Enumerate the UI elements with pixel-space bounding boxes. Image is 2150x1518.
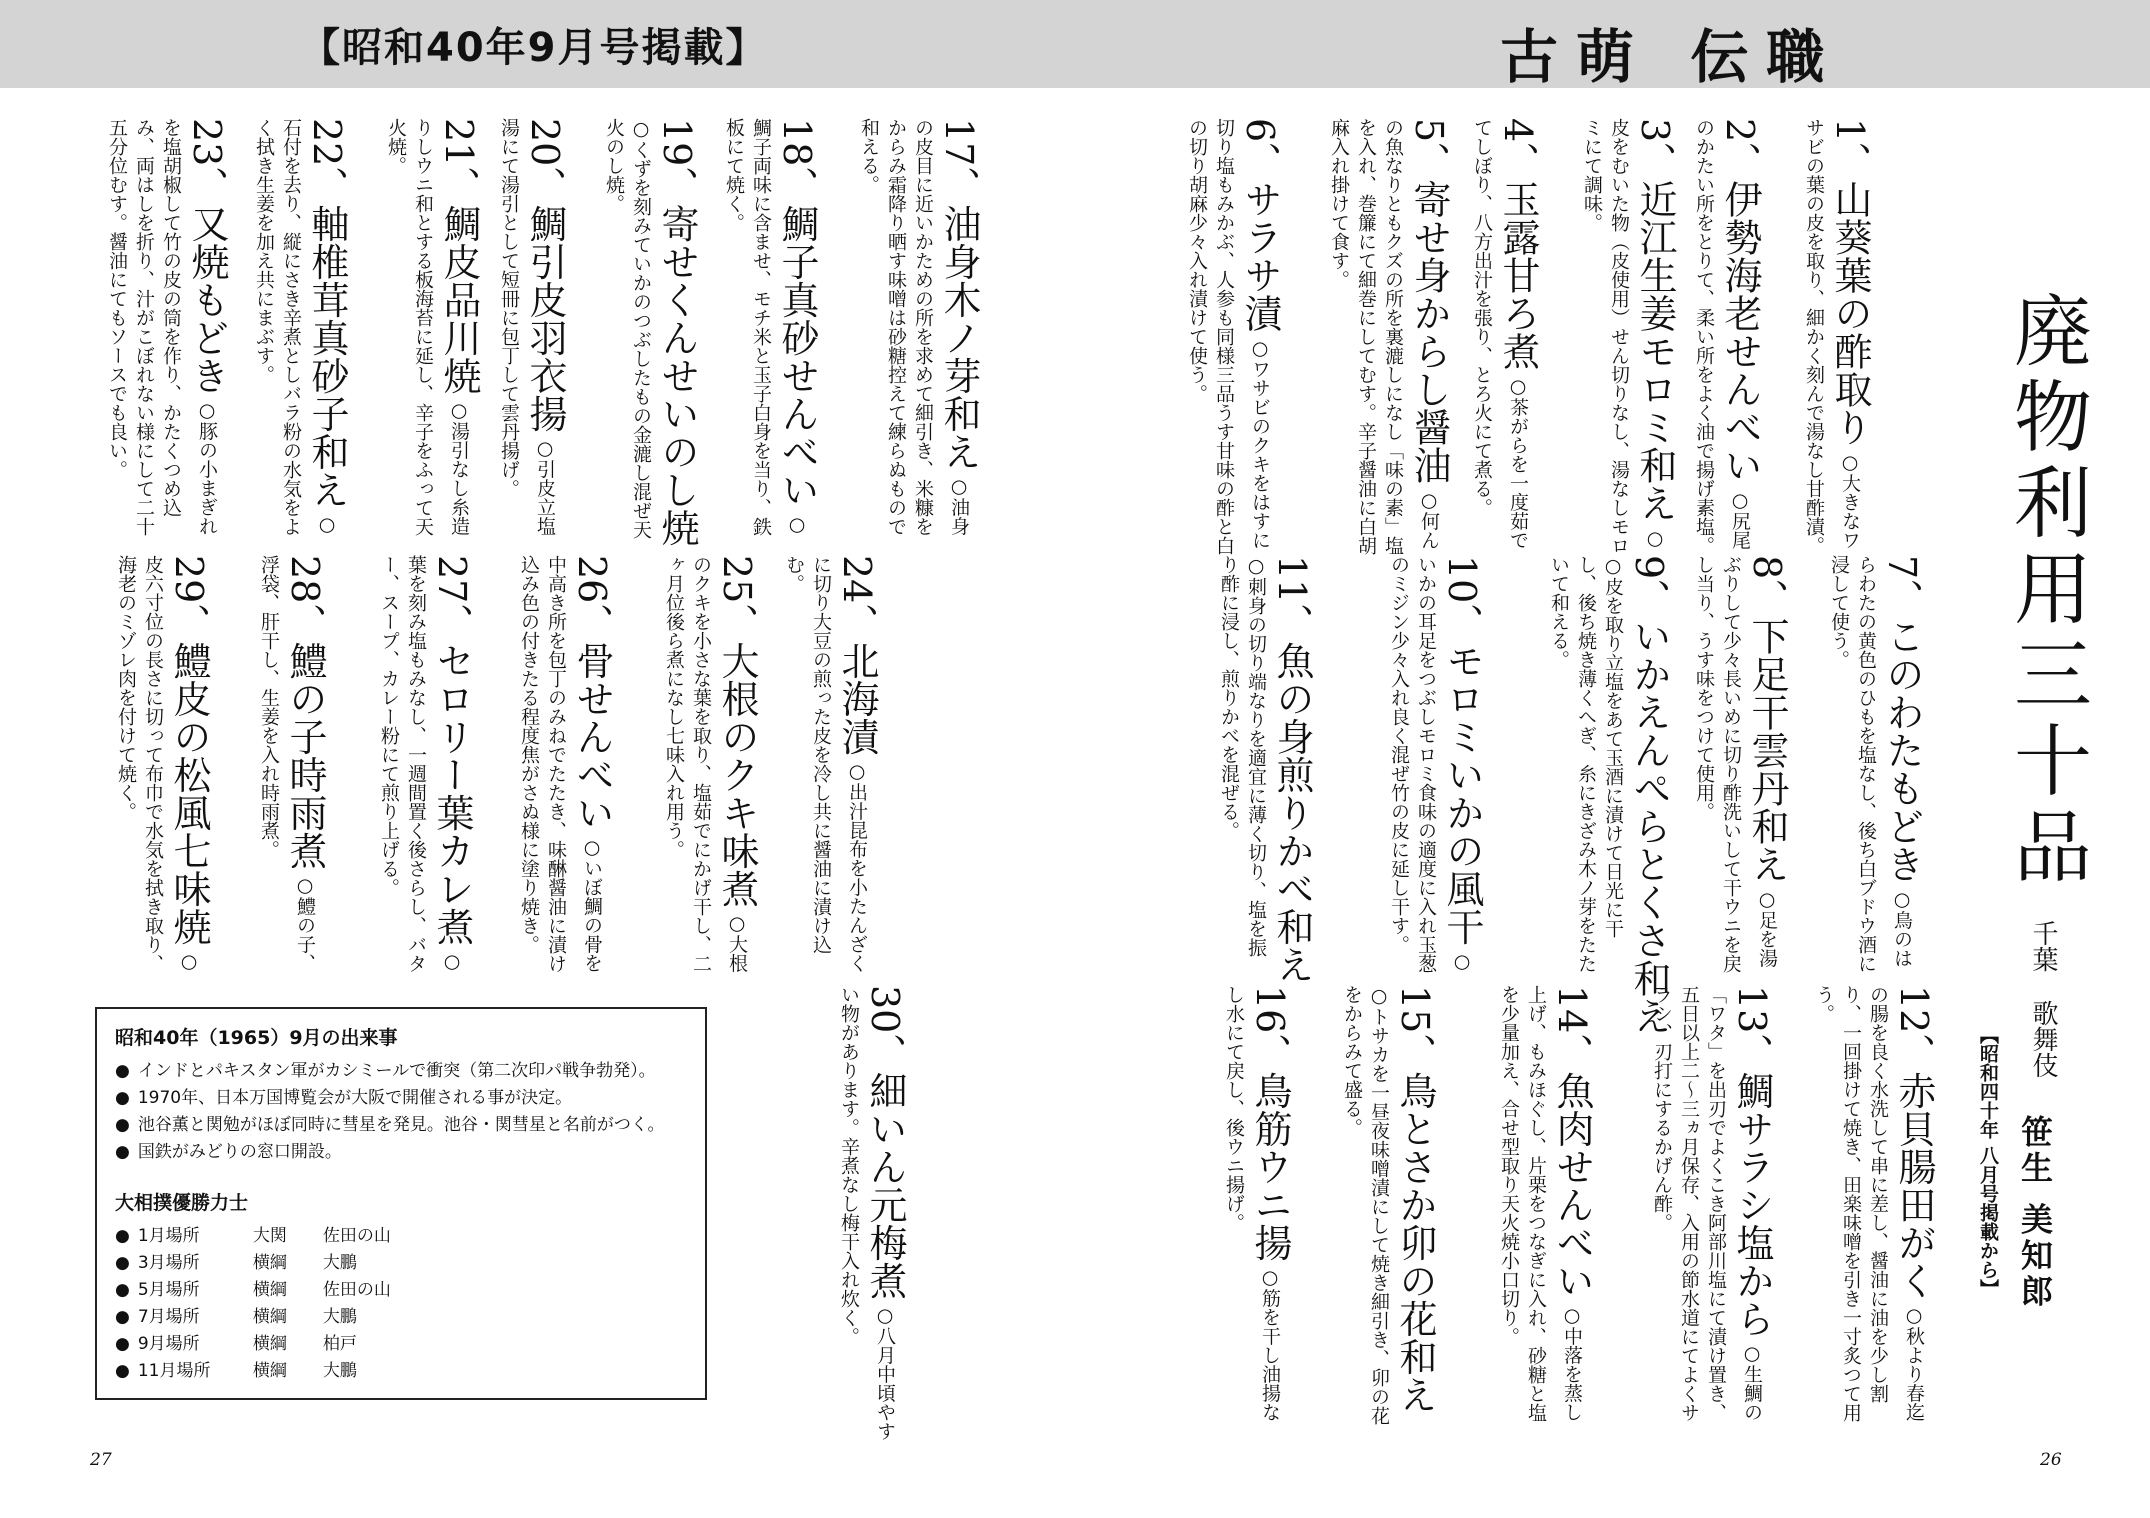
sumo-row (115, 1304, 687, 1331)
recipe-title: 22、軸椎茸真砂子和え (305, 118, 349, 509)
recipe-title: 9、いかえんぺらとくさ和え (1627, 555, 1671, 1036)
recipe-entry (112, 555, 212, 985)
recipe-title: 26、骨せんべい (570, 555, 614, 832)
event-item: ● 池谷薫と関勉がほぼ同時に彗星を発見。池谷・関彗星と名前がつく。 (115, 1112, 687, 1139)
recipe-entry (515, 555, 615, 985)
recipe-desc: ○鱧の子、浮袋、肝干し、生姜を入れ時雨煮。 (258, 555, 316, 973)
article-title: 廃物利用三十品 (2001, 290, 2091, 892)
recipe-desc: ○葉を刻み塩もみなし、一週間置く後さらし、バター、スープ、カレー粉にて煎り上げる。 (378, 555, 463, 973)
recipe-entry (1183, 118, 1283, 558)
recipe-entry (250, 118, 350, 548)
event-item: ● 1970年、日本万国博覧会が大阪で開催される事が決定。 (115, 1085, 687, 1112)
recipe-entry (600, 118, 700, 548)
recipe-title: 11、魚の身煎りかべ和え (1270, 555, 1314, 984)
recipe-desc: ○筋を干し油揚なし水にて戻し、後ウニ揚げ。 (1223, 985, 1281, 1422)
recipe-entry (1495, 985, 1595, 1425)
recipe-desc: ○豚の小まぎれを塩胡椒して竹の皮の筒を作り、かたくつめ込み、両はしを折り、汁がこぼれない様にして二十五分位むす。醤油にてもソースでも良い。 (106, 118, 218, 536)
recipe-entry (780, 555, 880, 985)
recipe-entry (1325, 118, 1452, 558)
recipe-entry (1338, 985, 1438, 1425)
recipe-entry (1690, 555, 1790, 975)
recipe-desc: ○いかの耳足をつぶしモロミ食味の適度に入れ玉葱のミジン少々入れ良く混ぜ竹の皮に延し干す。 (1388, 555, 1473, 973)
basho: 9月場所 (137, 1334, 200, 1354)
sumo-row (115, 1250, 687, 1277)
recipe-title: 19、寄せくんせいのし焼 (655, 118, 699, 547)
recipe-desc: ○何んの魚なりともクズの所を裏漉しになし「味の素」塩を入れ、巻簾にて細巻にしてむす。辛子醤油に白胡麻入れ掛けて食す。 (1328, 118, 1440, 555)
page-number-right: 26 (2040, 1450, 2062, 1470)
rank: 大関 (252, 1226, 287, 1246)
recipe-title: 21、鯛皮品川焼 (437, 118, 481, 395)
wrestler: 柏戸 (322, 1334, 357, 1354)
recipe-title: 8、下足干雲丹和え (1745, 555, 1789, 884)
sumo-list (115, 1223, 687, 1385)
recipe-title: 17、油身木ノ芽和え (937, 118, 981, 471)
recipe-desc: ○くずを刻みていかのつぶしたもの金漉し混ぜ天火のし焼。 (603, 118, 652, 539)
recipe-desc: ○出汁昆布を小たんざくに切り大豆の煎った皮を冷し共に醤油に漬け込む。 (783, 555, 868, 973)
recipe-desc: ○茶がらを一度茹でてしぼり、八方出汁を張り、とろ火にて煮る。 (1471, 118, 1529, 550)
events-box (95, 1007, 707, 1400)
recipe-entry (1648, 985, 1775, 1425)
author-affiliation: 歌舞伎 (2028, 1000, 2058, 1078)
recipe-entry (660, 555, 760, 985)
recipe-desc: ○湯引なし糸造りしウニ和とする板海苔に延し、辛子をふって天火焼。 (385, 118, 470, 536)
source-note: 【昭和四十年 八月号掲載から】 (1977, 1025, 1999, 1298)
recipe-entry (1545, 555, 1672, 1036)
recipe-entry (1215, 555, 1315, 984)
recipe-title: 7、このわたもどき (1880, 555, 1924, 884)
recipe-desc: ○足を湯ぶりして少々長いめに切り酢洗いして干ウニを戻し当り、うす味をつけて使用。 (1693, 555, 1778, 973)
rank: 横綱 (252, 1280, 287, 1300)
sumo-row (115, 1358, 687, 1385)
recipe-desc: ○刺身の切り端なりを適宜に薄く切り、塩を振り酢に浸し、煎りかべを混ぜる。 (1218, 555, 1267, 957)
recipe-entry (495, 118, 568, 548)
recipe-title: 28、鱧の子時雨煮 (283, 555, 327, 870)
recipe-title: 3、近江生姜モロミ和え (1633, 118, 1677, 523)
basho: 1月場所 (137, 1226, 200, 1246)
recipe-title: 16、鳥筋ウニ揚 (1248, 985, 1292, 1262)
recipe-entry (1468, 118, 1541, 558)
wrestler: 大鵬 (322, 1361, 357, 1381)
recipe-title: 14、魚肉せんべい (1550, 985, 1594, 1300)
recipe-desc: ○尻尾のかたい所をとりて、柔い所をよく油で揚げ素塩。 (1693, 118, 1751, 555)
event-item: ● 国鉄がみどりの窓口開設。 (115, 1139, 687, 1166)
recipe-title: 4、玉露甘ろ煮 (1496, 118, 1540, 371)
recipe-entry (835, 985, 908, 1445)
recipe-title: 6、サラサ漬 (1238, 118, 1282, 333)
recipe-desc: ○秋より春迄の腸を良く水洗して串に差し、醤油に油を少し割り、一回掛けて焼き、田楽味噌を引き一寸炙つて用う。 (1813, 985, 1925, 1422)
issue-label: 【昭和40年9月号掲載】 (300, 25, 768, 71)
section-title: 古萌 伝職 (1500, 23, 1843, 91)
recipe-entry (855, 118, 982, 548)
recipe-desc: ○皮六寸位の長さに切って布巾で水気を拭き取り、海老のミゾレ肉を付けて焼く。 (115, 555, 200, 973)
rank: 横綱 (252, 1334, 287, 1354)
recipe-desc: ○引皮立塩湯にて湯引として短冊に包丁して雲丹揚げ。 (498, 118, 556, 536)
recipe-desc: ○大きなワサビの葉の皮を取り、細かく刻んで湯なし甘酢漬。 (1803, 118, 1861, 555)
basho: 11月場所 (137, 1361, 211, 1381)
recipe-desc: ○皮をむいた物（皮使用）せん切りなし、湯なしモロミにて調味。 (1581, 118, 1666, 555)
recipe-desc: ○いぼ鯛の骨を中高き所を包丁のみねでたたき、味醂醤油に漬け込み色の付きたる程度焦がさぬ様に塗り焼き。 (518, 555, 603, 973)
recipe-desc: ○生鯛の「ワタ」を出刃でよくこき阿部川塩にて漬け置き、五日以上二〜三ヵ月保存、入用の節水道にてよくサラシ、刃打にするかげん酢。 (1651, 985, 1763, 1422)
recipe-entry (1800, 118, 1873, 558)
recipe-desc: ○鳥のはらわたの黄色のひもを塩なし、後ち白ブドウ酒に浸して使う。 (1828, 555, 1913, 973)
recipe-entry (1220, 985, 1293, 1425)
recipe-title: 15、鳥とさか卯の花和え (1393, 985, 1437, 1414)
recipe-entry (1385, 555, 1485, 975)
author-name: 笹生 美知郎 (2016, 1115, 2054, 1311)
recipe-entry (255, 555, 328, 985)
wrestler: 佐田の山 (322, 1280, 391, 1300)
recipe-desc: ○大根のクキを小さな葉を取り、塩茹でにかげ干し、二ヶ月位後ら煮になし七味入れ用う。 (663, 555, 748, 973)
recipe-title: 20、鯛引皮羽衣揚 (523, 118, 567, 433)
page-number-left: 27 (90, 1450, 112, 1470)
recipe-title: 27、セロリー葉カレ煮 (430, 555, 474, 946)
recipe-entry (1810, 985, 1937, 1425)
recipe-title: 29、鱧皮の松風七味焼 (167, 555, 211, 946)
recipe-title: 13、鯛サラシ塩から (1730, 985, 1774, 1338)
wrestler: 佐田の山 (322, 1226, 391, 1246)
recipe-title: 24、北海漬 (835, 555, 879, 756)
rank: 横綱 (252, 1361, 287, 1381)
author-prefix: 千葉 (2028, 920, 2058, 972)
recipe-entry (382, 118, 482, 548)
recipe-title: 18、鯛子真砂せんべい (775, 118, 819, 509)
recipe-entry (30, 118, 230, 548)
wrestler: 大鵬 (322, 1253, 357, 1273)
events-title: 昭和40年（1965）9月の出来事 (115, 1027, 398, 1049)
wrestler: 大鵬 (322, 1307, 357, 1327)
recipe-title: 12、赤貝腸田がく (1892, 985, 1936, 1300)
sumo-row (115, 1331, 687, 1358)
recipe-entry (1825, 555, 1925, 975)
rank: 横綱 (252, 1307, 287, 1327)
recipe-title: 25、大根のクキ味煮 (715, 555, 759, 908)
recipe-desc: ○八月中頃やすい物があります。辛煮なし梅干入れ炊く。 (838, 985, 896, 1441)
sumo-title: 大相撲優勝力士 (115, 1192, 249, 1214)
basho: 5月場所 (137, 1280, 200, 1300)
recipe-title: 23、又焼もどき (185, 118, 229, 395)
recipe-entry (375, 555, 475, 985)
recipe-desc: ○皮を取り立塩をあて玉酒に漬けて日光に干し、後ち焼き薄くへぎ、糸にきざみ木ノ芽をたたいて和える。 (1548, 555, 1624, 973)
sumo-row (115, 1223, 687, 1250)
recipe-desc: ○中落を蒸し上げ、もみほぐし、片栗をつなぎに入れ、砂糖と塩を少量加え、合せ型取り天火焼小口切り。 (1498, 985, 1583, 1422)
sumo-row (115, 1277, 687, 1304)
events-list (115, 1058, 687, 1166)
recipe-desc: ○油身の皮目に近いかための所を求めて細引き、米糠をからみ霜降り晒す味噌は砂糖控えて練らぬもので和える。 (858, 118, 970, 536)
recipe-title: 30、細いん元梅煮 (863, 985, 907, 1300)
event-item: ● インドとパキスタン軍がカシミールで衝突（第二次印パ戦争勃発）。 (115, 1058, 687, 1085)
recipe-entry (1578, 118, 1678, 558)
recipe-desc: ○鯛子両味に含ませ、モチ米と玉子白身を当り、鉄板にて焼く。 (723, 118, 808, 536)
recipe-title: 10、モロミいかの風干 (1440, 555, 1484, 946)
recipe-desc: ○石付を去り、縦にさき辛煮としバラ粉の水気をよく拭き生姜を加え共にまぶす。 (253, 118, 338, 536)
recipe-desc: ○ワサビのクキをはすに切り塩もみかぶ、人参も同様三品うす甘味の酢と白の切り胡麻少々入れ漬けて使う。 (1186, 118, 1271, 555)
recipe-title: 1、山葵葉の酢取り (1828, 118, 1872, 447)
basho: 3月場所 (137, 1253, 200, 1273)
recipe-entry (1690, 118, 1763, 558)
rank: 横綱 (252, 1253, 287, 1273)
recipe-title: 2、伊勢海老せんべい (1718, 118, 1762, 485)
recipe-entry (720, 118, 820, 548)
basho: 7月場所 (137, 1307, 200, 1327)
recipe-desc: ○トサカを一昼夜味噌漬にして焼き細引き、卯の花をからみて盛る。 (1341, 985, 1390, 1425)
recipe-title: 5、寄せ身からし醤油 (1407, 118, 1451, 485)
